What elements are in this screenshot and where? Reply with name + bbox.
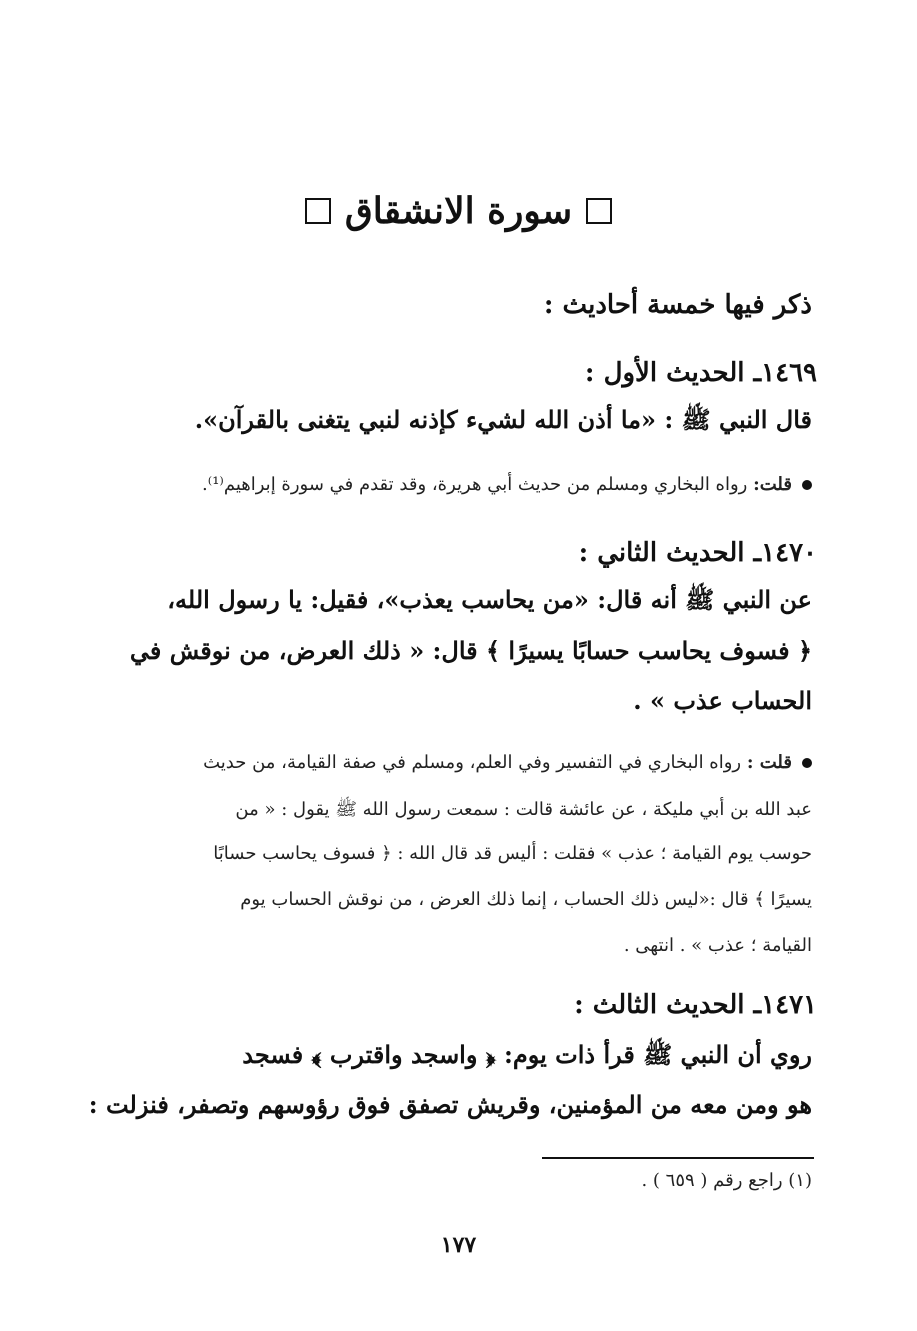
hadith-2-note-line-5: القيامة ؛ عذب » . انتهى . <box>623 935 812 956</box>
note-label: قلت: <box>753 474 792 495</box>
hadith-1-text: قال النبي ﷺ : «ما أذن الله لشيء كإذنه لنبي يتغنى بالقرآن». <box>194 405 812 434</box>
hadith-3-line-1: روي أن النبي ﷺ قرأ ذات يوم: ﴿ واسجد واقترب ﴾ فسجد <box>242 1040 812 1069</box>
footnote-divider <box>542 1157 814 1159</box>
hadith-2-line-2: ﴿ فسوف يحاسب حسابًا يسيرًا ﴾ قال: « ذلك العرض، من نوقش في <box>129 636 812 665</box>
bullet-icon <box>802 758 812 768</box>
footnote: (١) راجع رقم ( ٦٥٩ ) . <box>641 1170 812 1191</box>
hadith-3-line-2: هو ومن معه من المؤمنين، وقريش تصفق فوق رؤوسهم وتصفر، فنزلت : <box>88 1090 812 1119</box>
page-number: ١٧٧ <box>440 1232 477 1258</box>
hadith-2-note-line-3: حوسب يوم القيامة ؛ عذب » فقلت : أليس قد قال الله : ﴿ فسوف يحاسب حسابًا <box>213 843 812 864</box>
bullet-icon <box>802 480 812 490</box>
hadith-2-note-line-4: يسيرًا ﴾ قال :«ليس ذلك الحساب ، إنما ذلك العرض ، من نوقش الحساب يوم <box>240 889 812 910</box>
hadith-2-line-3: الحساب عذب » . <box>633 686 812 715</box>
note-text: رواه البخاري ومسلم من حديث أبي هريرة، وقد تقدم في سورة إبراهيم⁽¹⁾. <box>202 474 748 495</box>
note-label: قلت : <box>746 752 792 773</box>
surah-title <box>0 190 917 232</box>
hadith-3-heading: ١٤٧١ـ الحديث الثالث : <box>574 990 817 1020</box>
hadith-2-heading: ١٤٧٠ـ الحديث الثاني : <box>578 538 817 568</box>
surah-title-text: سورة الانشقاق <box>344 190 573 232</box>
intro-line: ذكر فيها خمسة أحاديث : <box>543 290 812 320</box>
hadith-2-note-line-2: عبد الله بن أبي مليكة ، عن عائشة قالت : سمعت رسول الله ﷺ يقول : « من <box>235 799 812 820</box>
hadith-2-note-line-1 <box>80 752 812 773</box>
hadith-1-note <box>80 474 812 495</box>
square-ornament-icon <box>586 198 612 224</box>
hadith-2-line-1: عن النبي ﷺ أنه قال: «من يحاسب يعذب»، فقيل: يا رسول الله، <box>167 585 812 614</box>
note-text: رواه البخاري في التفسير وفي العلم، ومسلم في صفة القيامة، من حديث <box>203 752 742 773</box>
square-ornament-icon <box>305 198 331 224</box>
hadith-1-heading: ١٤٦٩ـ الحديث الأول : <box>584 358 817 388</box>
